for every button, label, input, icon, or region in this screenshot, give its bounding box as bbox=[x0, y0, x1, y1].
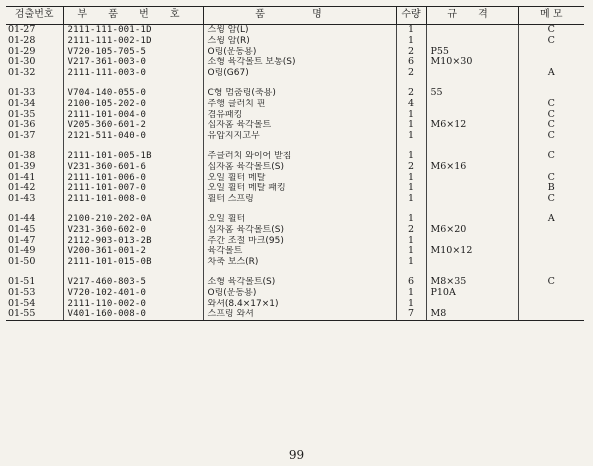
cell-quantity: 1 bbox=[396, 131, 426, 142]
cell-memo: A bbox=[518, 68, 584, 79]
cell-memo bbox=[518, 299, 584, 310]
cell-part-name: 십자홈 육각볼트(S) bbox=[203, 225, 396, 236]
cell-memo: C bbox=[518, 131, 584, 142]
spacer-cell bbox=[203, 268, 396, 277]
table-body bbox=[6, 25, 584, 321]
table-row bbox=[6, 151, 584, 162]
cell-quantity: 2 bbox=[396, 47, 426, 58]
cell-part-name: 십자홈 육각볼트(S) bbox=[203, 162, 396, 173]
cell-spec: M10×30 bbox=[426, 57, 518, 68]
cell-part-number: V217-361-003-0 bbox=[63, 57, 203, 68]
spacer-cell bbox=[203, 79, 396, 88]
cell-part-name: 차축 보스(R) bbox=[203, 257, 396, 268]
cell-part-number: 2121-511-040-0 bbox=[63, 131, 203, 142]
table-row bbox=[6, 225, 584, 236]
cell-spec bbox=[426, 110, 518, 121]
cell-memo: B bbox=[518, 183, 584, 194]
spacer-cell bbox=[203, 142, 396, 151]
spacer-cell bbox=[518, 268, 584, 277]
cell-memo: C bbox=[518, 110, 584, 121]
cell-spec bbox=[426, 299, 518, 310]
cell-item-number: 01-30 bbox=[8, 57, 36, 68]
spacer-cell bbox=[518, 142, 584, 151]
spacer-cell bbox=[426, 268, 518, 277]
cell-part-name: 오일 휠터 메탈 bbox=[203, 173, 396, 184]
cell-item-number: 01-44 bbox=[8, 213, 36, 224]
cell-item-number: 01-35 bbox=[8, 109, 36, 120]
spacer-cell bbox=[518, 79, 584, 88]
cell-spec: M6×12 bbox=[426, 120, 518, 131]
cell-part-name: O링(운동용) bbox=[203, 288, 396, 299]
cell-item-number: 01-55 bbox=[6, 309, 63, 320]
cell-spec: M8×35 bbox=[426, 277, 518, 288]
cell-part-number: V401-160-008-0 bbox=[63, 309, 203, 320]
cell-quantity: 6 bbox=[396, 277, 426, 288]
cell-item-number: 01-38 bbox=[8, 150, 36, 161]
cell-memo: C bbox=[518, 36, 584, 47]
cell-part-name: 스윙 암(R) bbox=[203, 36, 396, 47]
page-number: 99 bbox=[288, 448, 305, 462]
cell-quantity: 1 bbox=[396, 183, 426, 194]
cell-part-name: O링(운동용) bbox=[203, 47, 396, 58]
cell-part-name: O링(G67) bbox=[203, 68, 396, 79]
table-row bbox=[6, 194, 584, 205]
cell-quantity: 2 bbox=[396, 162, 426, 173]
table-row bbox=[6, 57, 584, 68]
cell-part-number: V200-361-001-2 bbox=[63, 246, 203, 257]
table-row bbox=[6, 88, 584, 99]
cell-part-number: 2111-101-006-0 bbox=[63, 173, 203, 184]
cell-spec: M8 bbox=[426, 309, 518, 320]
cell-spec bbox=[426, 25, 518, 36]
header-item-number: 검출번호 bbox=[6, 7, 63, 25]
cell-item-number: 01-34 bbox=[8, 98, 36, 109]
cell-part-name: 스윙 암(L) bbox=[203, 25, 396, 36]
cell-item-number: 01-49 bbox=[8, 246, 36, 257]
header-part-name: 품 명 bbox=[203, 7, 396, 25]
header-spec: 규 격 bbox=[426, 7, 518, 25]
cell-item-number: 01-51 bbox=[8, 276, 36, 287]
cell-memo bbox=[518, 236, 584, 247]
cell-part-name: 스프링 와셔 bbox=[203, 309, 396, 320]
cell-item-number: 01-54 bbox=[8, 298, 36, 309]
cell-quantity: 1 bbox=[396, 173, 426, 184]
table-row bbox=[6, 120, 584, 131]
cell-memo: C bbox=[518, 194, 584, 205]
cell-part-number: 2111-111-002-1D bbox=[63, 36, 203, 47]
cell-spec bbox=[426, 151, 518, 162]
cell-item-number: 01-33 bbox=[8, 87, 36, 98]
cell-quantity: 1 bbox=[396, 214, 426, 225]
cell-spec bbox=[426, 131, 518, 142]
cell-item-number: 01-45 bbox=[8, 224, 36, 235]
cell-quantity: 4 bbox=[396, 99, 426, 110]
cell-quantity: 2 bbox=[396, 68, 426, 79]
header-quantity: 수량 bbox=[396, 7, 426, 25]
table-row bbox=[6, 214, 584, 225]
cell-part-name: 소형 육각볼트 보통(S) bbox=[203, 57, 396, 68]
group-spacer bbox=[6, 268, 584, 277]
cell-spec bbox=[426, 194, 518, 205]
spacer-cell bbox=[396, 142, 426, 151]
cell-part-number: 2111-111-003-0 bbox=[63, 68, 203, 79]
cell-part-number: 2111-101-004-0 bbox=[63, 110, 203, 121]
spacer-cell bbox=[63, 205, 203, 214]
cell-spec bbox=[426, 236, 518, 247]
cell-quantity: 2 bbox=[396, 88, 426, 99]
cell-quantity: 1 bbox=[396, 110, 426, 121]
spacer-cell bbox=[63, 79, 203, 88]
spacer-cell bbox=[426, 205, 518, 214]
table-row bbox=[6, 183, 584, 194]
cell-quantity: 1 bbox=[396, 36, 426, 47]
table-row bbox=[6, 25, 584, 36]
table-row bbox=[6, 162, 584, 173]
cell-part-number: 2111-101-007-0 bbox=[63, 183, 203, 194]
cell-part-name: 십자홈 육각볼트 bbox=[203, 120, 396, 131]
parts-table bbox=[6, 6, 584, 321]
cell-quantity: 1 bbox=[396, 25, 426, 36]
cell-memo: C bbox=[518, 99, 584, 110]
cell-item-number: 01-37 bbox=[8, 131, 36, 142]
cell-part-number: 2111-101-005-1B bbox=[63, 151, 203, 162]
cell-spec: M6×16 bbox=[426, 162, 518, 173]
cell-part-number: V231-360-602-0 bbox=[63, 225, 203, 236]
spacer-cell bbox=[6, 79, 63, 88]
spacer-cell bbox=[396, 79, 426, 88]
cell-part-name: 오일 휠터 메탈 패킹 bbox=[203, 183, 396, 194]
cell-memo bbox=[518, 309, 584, 320]
cell-part-number: V205-360-601-2 bbox=[63, 120, 203, 131]
cell-part-name: 육각볼트 bbox=[203, 246, 396, 257]
spacer-cell bbox=[396, 205, 426, 214]
cell-part-name: 주행 클러치 핀 bbox=[203, 99, 396, 110]
cell-part-number: 2112-903-013-2B bbox=[63, 236, 203, 247]
cell-quantity: 1 bbox=[396, 246, 426, 257]
cell-item-number: 01-29 bbox=[8, 46, 36, 57]
table-row bbox=[6, 131, 584, 142]
cell-part-number: 2111-101-015-0B bbox=[63, 257, 203, 268]
cell-quantity: 1 bbox=[396, 194, 426, 205]
cell-item-number: 01-27 bbox=[8, 24, 36, 35]
table-row bbox=[6, 99, 584, 110]
cell-item-number: 01-39 bbox=[8, 161, 36, 172]
cell-item-number: 01-32 bbox=[8, 68, 36, 79]
cell-part-name: 오일 휠터 bbox=[203, 214, 396, 225]
group-spacer bbox=[6, 79, 584, 88]
cell-spec bbox=[426, 257, 518, 268]
table-row bbox=[6, 68, 584, 79]
cell-memo bbox=[518, 57, 584, 68]
table-row bbox=[6, 257, 584, 268]
cell-item-number: 01-50 bbox=[8, 257, 36, 268]
spacer-cell bbox=[6, 142, 63, 151]
cell-part-name: 유압지지고무 bbox=[203, 131, 396, 142]
cell-part-name: 겸유패킹 bbox=[203, 110, 396, 121]
cell-part-name: C형 멈춤링(축용) bbox=[203, 88, 396, 99]
table-header bbox=[6, 7, 584, 25]
cell-part-number: V704-140-055-0 bbox=[63, 88, 203, 99]
table-row bbox=[6, 277, 584, 288]
cell-spec bbox=[426, 36, 518, 47]
header-memo: 메 모 bbox=[518, 7, 584, 25]
cell-memo bbox=[518, 88, 584, 99]
cell-memo: A bbox=[518, 214, 584, 225]
cell-item-number: 01-47 bbox=[8, 235, 36, 246]
cell-part-name: 와셔(8.4×17×1) bbox=[203, 299, 396, 310]
table-row bbox=[6, 236, 584, 247]
table-row bbox=[6, 173, 584, 184]
spacer-cell bbox=[203, 205, 396, 214]
cell-spec bbox=[426, 68, 518, 79]
cell-quantity: 1 bbox=[396, 257, 426, 268]
spacer-cell bbox=[426, 142, 518, 151]
spacer-cell bbox=[518, 205, 584, 214]
cell-memo bbox=[518, 246, 584, 257]
cell-quantity: 2 bbox=[396, 225, 426, 236]
cell-part-number: V217-460-803-5 bbox=[63, 277, 203, 288]
cell-part-number: V720-105-705-5 bbox=[63, 47, 203, 58]
cell-memo bbox=[518, 225, 584, 236]
cell-part-number: 2100-210-202-0A bbox=[63, 214, 203, 225]
cell-item-number: 01-42 bbox=[8, 183, 36, 194]
cell-memo bbox=[518, 162, 584, 173]
group-spacer bbox=[6, 142, 584, 151]
cell-part-number: 2111-101-008-0 bbox=[63, 194, 203, 205]
cell-quantity: 6 bbox=[396, 57, 426, 68]
header-part-number: 부 품 번 호 bbox=[63, 7, 203, 25]
cell-spec bbox=[426, 183, 518, 194]
cell-part-number: 2111-110-002-0 bbox=[63, 299, 203, 310]
cell-spec: M10×12 bbox=[426, 246, 518, 257]
cell-quantity: 1 bbox=[396, 120, 426, 131]
cell-memo bbox=[518, 257, 584, 268]
cell-memo bbox=[518, 288, 584, 299]
cell-part-name: 소형 육각볼트(S) bbox=[203, 277, 396, 288]
cell-part-name: 휠터 스프링 bbox=[203, 194, 396, 205]
spacer-cell bbox=[6, 205, 63, 214]
table-row bbox=[6, 288, 584, 299]
cell-quantity: 1 bbox=[396, 151, 426, 162]
group-spacer bbox=[6, 205, 584, 214]
cell-item-number: 01-43 bbox=[8, 194, 36, 205]
table-row bbox=[6, 309, 584, 320]
cell-memo: C bbox=[518, 120, 584, 131]
table-row bbox=[6, 36, 584, 47]
cell-memo bbox=[518, 47, 584, 58]
cell-spec: P55 bbox=[426, 47, 518, 58]
cell-item-number: 01-36 bbox=[8, 120, 36, 131]
cell-quantity: 1 bbox=[396, 288, 426, 299]
cell-memo: C bbox=[518, 151, 584, 162]
cell-quantity: 7 bbox=[396, 309, 426, 320]
cell-part-name: 주간 조절 마크(95) bbox=[203, 236, 396, 247]
table-row bbox=[6, 299, 584, 310]
cell-spec bbox=[426, 173, 518, 184]
table-row bbox=[6, 47, 584, 58]
cell-part-number: V720-102-401-0 bbox=[63, 288, 203, 299]
cell-quantity: 1 bbox=[396, 299, 426, 310]
cell-spec bbox=[426, 214, 518, 225]
cell-item-number: 01-53 bbox=[8, 287, 36, 298]
cell-spec: 55 bbox=[426, 88, 518, 99]
cell-part-number: V231-360-601-6 bbox=[63, 162, 203, 173]
cell-memo: C bbox=[518, 277, 584, 288]
spacer-cell bbox=[426, 79, 518, 88]
cell-item-number: 01-41 bbox=[8, 172, 36, 183]
cell-part-number: 2100-105-202-0 bbox=[63, 99, 203, 110]
cell-spec: M6×20 bbox=[426, 225, 518, 236]
cell-quantity: 1 bbox=[396, 236, 426, 247]
table-row bbox=[6, 246, 584, 257]
cell-spec bbox=[426, 99, 518, 110]
cell-memo: C bbox=[518, 173, 584, 184]
cell-spec: P10A bbox=[426, 288, 518, 299]
spacer-cell bbox=[63, 268, 203, 277]
cell-item-number: 01-28 bbox=[8, 35, 36, 46]
cell-part-name: 주클러치 와이어 받침 bbox=[203, 151, 396, 162]
cell-memo: C bbox=[518, 25, 584, 36]
spacer-cell bbox=[6, 268, 63, 277]
cell-part-number: 2111-111-001-1D bbox=[63, 25, 203, 36]
spacer-cell bbox=[63, 142, 203, 151]
spacer-cell bbox=[396, 268, 426, 277]
table-row bbox=[6, 110, 584, 121]
